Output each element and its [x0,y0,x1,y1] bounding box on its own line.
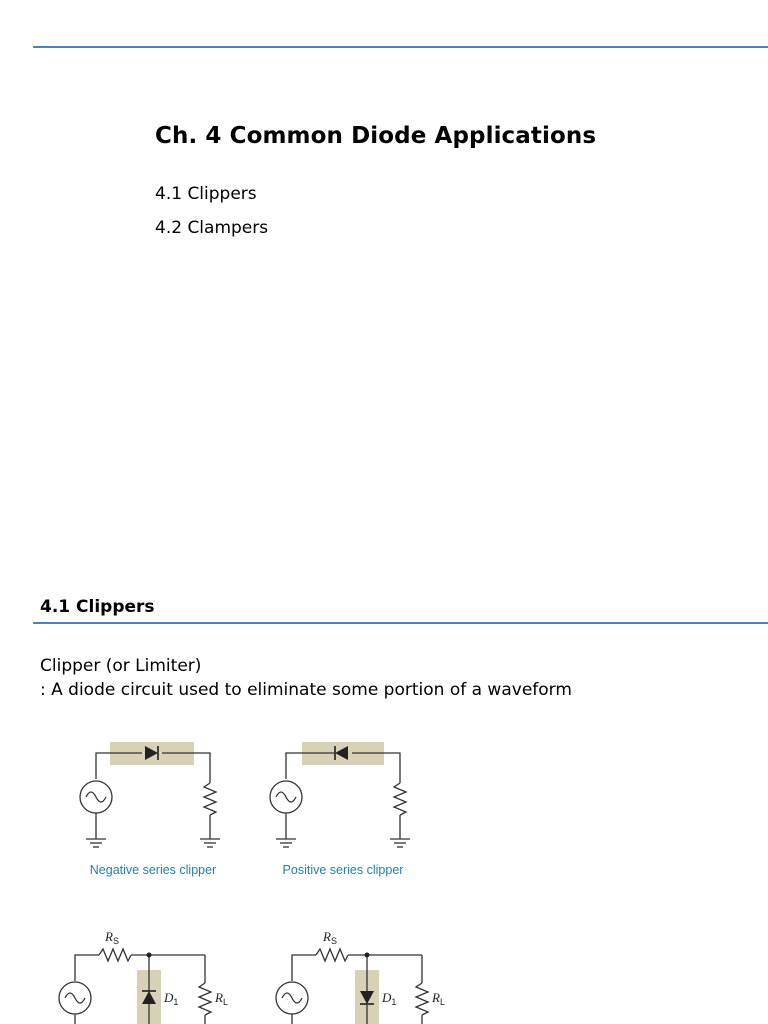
definition-text: : A diode circuit used to eliminate some portion of a waveform [40,680,572,700]
sine-wave-icon [282,993,302,1003]
junction-dot [365,953,370,958]
caption-negative-series-clipper: Negative series clipper [89,863,217,877]
top-divider [33,46,768,48]
resistor-icon [394,783,406,815]
wire-left [292,955,316,981]
sine-wave-icon [276,792,296,802]
toc-item-clampers: 4.2 Clampers [155,218,269,238]
label-d1: $D_1$ [164,990,179,1007]
resistor-icon [204,783,216,815]
sine-wave-icon [65,993,85,1003]
resistor-rl-icon [416,983,428,1015]
caption-positive-series-clipper: Positive series clipper [282,863,404,877]
shunt-clipper-diagram-1 [55,925,245,1024]
shunt-clipper-diagram-2 [270,925,460,1024]
label-rl: $R_L$ [432,990,445,1007]
section-title: 4.1 Clippers [40,597,155,617]
resistor-rs-icon [99,949,131,961]
label-rl: $R_L$ [215,990,228,1007]
page-title: Ch. 4 Common Diode Applications [155,123,597,149]
wire-left [75,955,99,981]
negative-series-clipper-diagram [70,735,250,885]
resistor-rs-icon [316,949,348,961]
definition-term: Clipper (or Limiter) [40,656,202,676]
label-d1: $D_1$ [382,990,397,1007]
section-divider [33,622,768,624]
label-rs: $R_S$ [105,929,119,946]
sine-wave-icon [86,792,106,802]
positive-series-clipper-diagram [262,735,442,885]
toc-item-clippers: 4.1 Clippers [155,184,257,204]
label-rs: $R_S$ [323,929,337,946]
junction-dot [147,953,152,958]
resistor-rl-icon [199,983,211,1015]
